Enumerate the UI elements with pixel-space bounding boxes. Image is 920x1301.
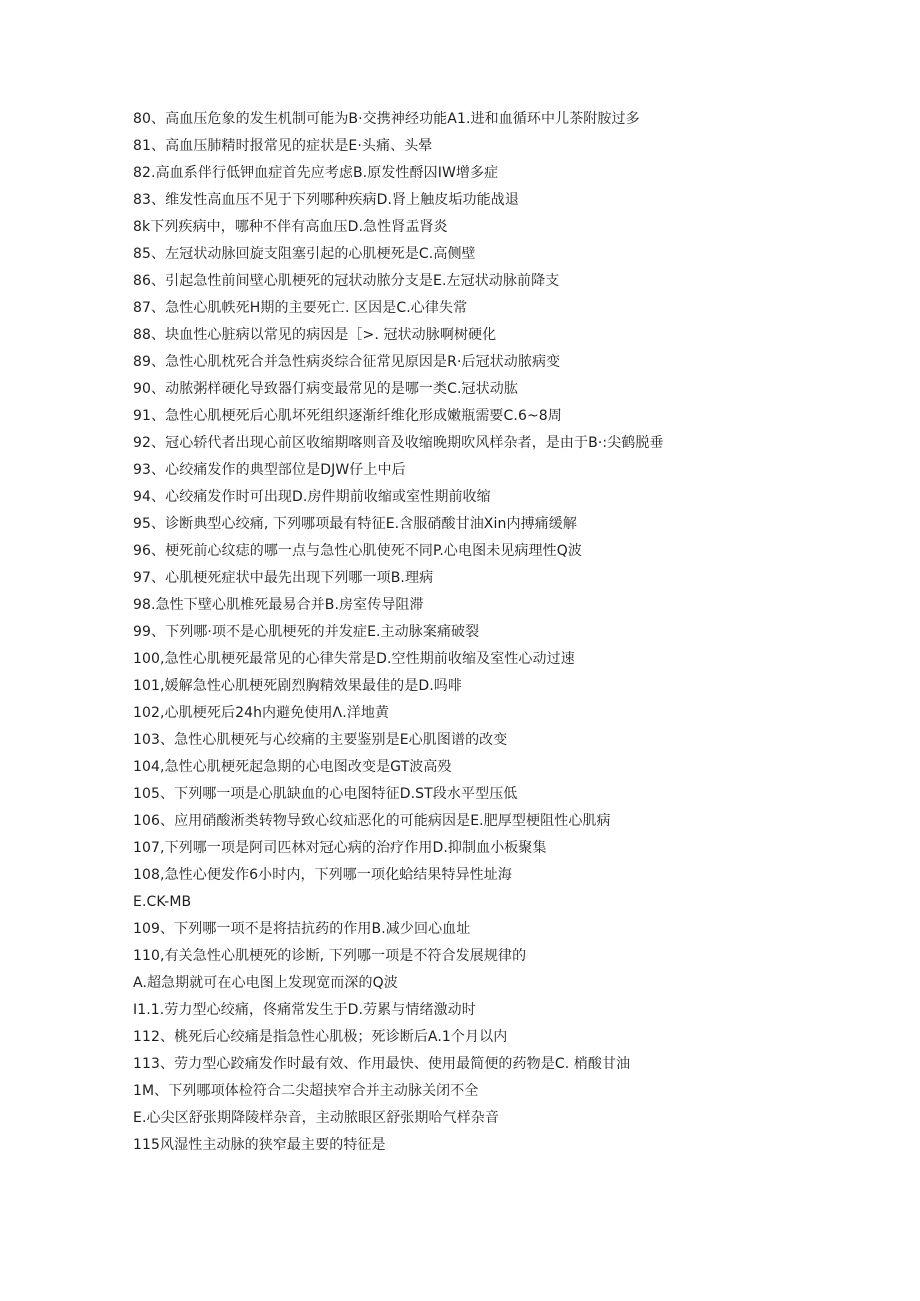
question-line: 81、高血压肺精时报常见的症状是E·头痛、头晕 [133,138,433,154]
question-line: 107,下列哪一项是阿司匹林对冠心病的治疗作用D.抑制血小板聚集 [133,840,547,856]
question-line: 102,心肌梗死后24h内避免使用Λ.洋地黄 [133,705,390,721]
question-line: 92、冠心轿代者出现心前区收缩期喀则音及收缩晚期吹风样杂者，是由于B·:尖鹤脱垂 [133,435,664,451]
answer-line: A.超急期就可在心电图上发现宽而深的Q波 [133,975,398,991]
question-line: 98.急性下壁心肌椎死最易合并B.房室传导阻滞 [133,597,424,613]
question-line: 96、梗死前心纹痣的哪一点与急性心肌使死不同P.心电图未见病理性Q波 [133,543,582,559]
question-line: 94、心绞痛发作时可出现D.房件期前收缩或室性期前收缩 [133,489,491,505]
question-line: 109、下列哪一项不是将拮抗药的作用B.减少回心血址 [133,921,471,937]
question-line: 80、高血压危象的发生机制可能为B·交携神经功能A1.进和血循环中儿茶附胺过多 [133,111,640,127]
answer-line: E.CK-MB [133,894,192,910]
question-line: 103、急性心肌梗死与心绞痛的主要鉴别是E心肌图谱的改变 [133,732,508,748]
question-line: 99、下列哪·项不是心肌梗死的并发症E.主动脉案痛破裂 [133,624,480,640]
question-line: 108,急性心便发作6小时内，下列哪一项化蛤结果特异性址海 [133,867,512,883]
question-line: 97、心肌梗死症状中最先出现下列哪一项B.理病 [133,570,434,586]
question-line: 83、维发性高血压不见于下列哪种疾病D.肾上触皮垢功能战退 [133,192,519,208]
question-line: 105、下列哪一项是心肌缺血的心电图特征D.ST段水平型压低 [133,786,518,802]
question-line: 100,急性心肌梗死最常见的心律失常是D.空性期前收缩及室性心动过速 [133,651,575,667]
question-line: 104,急性心肌梗死起急期的心电图改变是GT波高殁 [133,759,452,775]
question-line: 87、急性心肌帙死H期的主要死亡. 区因是C.心律失常 [133,300,468,316]
question-line: 82.高血系伴行低钾血症首先应考虑B.原发性酹囚IW增多症 [133,165,499,181]
question-list [133,106,893,1159]
question-line: 90、动脓粥样硬化导致器仃病变最常见的是哪一类C.冠状动肱 [133,381,518,397]
question-line: 8k下列疾病中，哪种不伴有高血压D.急性肾盂肾炎 [133,219,448,235]
question-line: 115风湿性主动脉的狭窄最主要的特征是 [133,1137,386,1153]
question-line: 106、应用硝酸淅类转物导致心纹疝恶化的可能病因是E.肥厚型梗阻性心肌病 [133,813,611,829]
question-line: 112、桃死后心绞痛是指急性心肌极；死诊断后A.1个月以内 [133,1029,508,1045]
question-line: 89、急性心肌枕死合并急性病炎综合征常见原因是R·后冠状动脓病变 [133,354,561,370]
question-line: 95、诊断典型心绞痛, 下列哪项最有特征E.含服硝酸甘油Xin内搏痛缓解 [133,516,577,532]
question-line: 101,媛解急性心肌梗死剧烈胸精效果最佳的是D.吗啡 [133,678,463,694]
question-line: 93、心绞痛发作的典型部位是DJW仔上中后 [133,462,406,478]
question-line: 88、块血性心脏病以常见的病因是［>. 冠状动脉啊树硬化 [133,327,497,343]
question-line: I1.1.劳力型心绞痛，佟痛常发生于D.劳累与情绪激动时 [133,1002,476,1018]
question-line: 86、引起急性前间壁心肌梗死的冠状动脓分支是E.左冠状动脉前降支 [133,273,560,289]
answer-line: E.心尖区舒张期降陵样杂音，主动脓眼区舒张期哈气样杂音 [133,1110,499,1126]
question-line: 110,有关急性心肌梗死的诊断, 下列哪一项是不符合发展规律的 [133,948,527,964]
question-line: 113、劳力型心跤痛发作时最有效、作用最快、使用最简便的药物是C. 梢酸甘油 [133,1056,631,1072]
question-line: 85、左冠状动脉回旋支阻塞引起的心肌梗死是C.高侧壁 [133,246,476,262]
question-line: 91、急性心肌梗死后心肌坏死组织逐渐纤维化形成嫩瓶需要C.6~8周 [133,408,562,424]
question-line: 1M、下列哪项体检符合二尖超挟窄合并主动脉关闭不全 [133,1083,479,1099]
